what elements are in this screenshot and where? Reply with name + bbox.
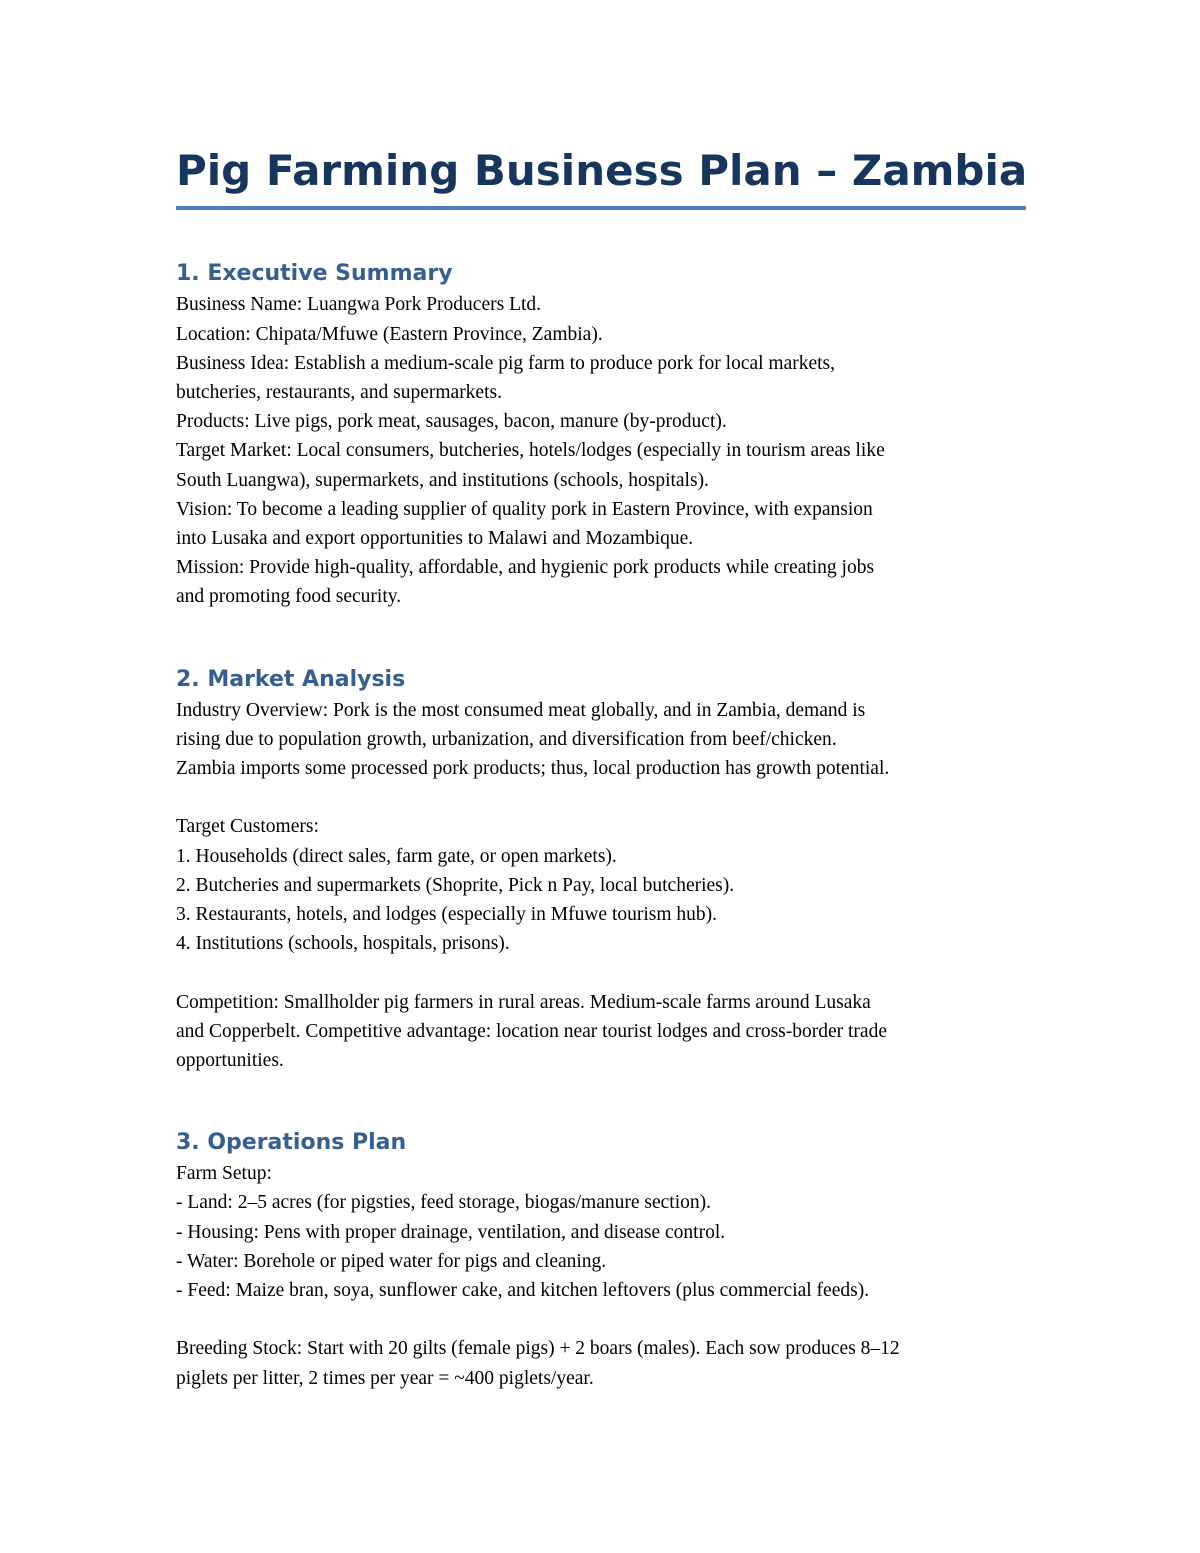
- list-item: 4. Institutions (schools, hospitals, prisons).: [176, 933, 510, 955]
- section-heading: 2. Market Analysis: [176, 666, 406, 692]
- text-line: and Copperbelt. Competitive advantage: location near tourist lodges and cross-border trade: [176, 1020, 887, 1042]
- section-heading: 1. Executive Summary: [176, 261, 453, 287]
- text-line: Industry Overview: Pork is the most consumed meat globally, and in Zambia, demand is: [176, 699, 866, 721]
- text-line: and promoting food security.: [176, 586, 402, 608]
- text-line: Business Name: Luangwa Pork Producers Ltd.: [176, 294, 542, 316]
- text-line: opportunities.: [176, 1050, 284, 1072]
- text-line: Location: Chipata/Mfuwe (Eastern Province, Zambia).: [176, 323, 603, 345]
- text-line: butcheries, restaurants, and supermarkets.: [176, 382, 502, 403]
- list-item: - Water: Borehole or piped water for pigs and cleaning.: [176, 1250, 607, 1272]
- document-body: [176, 146, 1026, 1393]
- section-executive-summary: [176, 258, 1026, 611]
- list-item: - Feed: Maize bran, soya, sunflower cake, and kitchen leftovers (plus commercial feeds).: [176, 1280, 870, 1302]
- text-line: Breeding Stock: Start with 20 gilts (female pigs) + 2 boars (males). Each sow produces 8–12: [176, 1338, 900, 1360]
- section-heading: 3. Operations Plan: [176, 1130, 407, 1156]
- list-item: 3. Restaurants, hotels, and lodges (especially in Mfuwe tourism hub).: [176, 904, 718, 926]
- paragraph-spacer: [176, 958, 1026, 987]
- paragraph-spacer: [176, 1305, 1026, 1334]
- text-line: South Luangwa), supermarkets, and institutions (schools, hospitals).: [176, 469, 709, 491]
- text-line: Competition: Smallholder pig farmers in rural areas. Medium-scale farms around Lusaka: [176, 991, 871, 1013]
- text-line: into Lusaka and export opportunities to Malawi and Mozambique.: [176, 528, 694, 550]
- text-line: Farm Setup:: [176, 1163, 272, 1185]
- list-item: 2. Butcheries and supermarkets (Shoprite, Pick n Pay, local butcheries).: [176, 874, 735, 896]
- text-line: piglets per litter, 2 times per year = ~400 piglets/year.: [176, 1367, 594, 1389]
- text-line: Zambia imports some processed pork products; thus, local production has growth potential.: [176, 758, 890, 780]
- text-line: Target Market: Local consumers, butcheries, hotels/lodges (especially in tourism areas like: [176, 440, 885, 462]
- list-item: - Housing: Pens with proper drainage, ventilation, and disease control.: [176, 1221, 726, 1243]
- text-line: Target Customers:: [176, 816, 319, 838]
- text-line: Vision: To become a leading supplier of quality pork in Eastern Province, with expansion: [176, 498, 873, 520]
- text-line: Mission: Provide high-quality, affordable, and hygienic pork products while creating jobs: [176, 557, 875, 579]
- section-operations-plan: [176, 1127, 1026, 1393]
- paragraph-spacer: [176, 783, 1026, 812]
- section-market-analysis: [176, 664, 1026, 1076]
- list-item: 1. Households (direct sales, farm gate, or open markets).: [176, 845, 617, 867]
- list-item: - Land: 2–5 acres (for pigsties, feed storage, biogas/manure section).: [176, 1192, 711, 1214]
- document-title: Pig Farming Business Plan – Zambia: [176, 146, 1026, 210]
- text-line: rising due to population growth, urbanization, and diversification from beef/chicken.: [176, 728, 837, 750]
- text-line: Business Idea: Establish a medium-scale pig farm to produce pork for local markets,: [176, 352, 836, 374]
- text-line: Products: Live pigs, pork meat, sausages, bacon, manure (by-product).: [176, 411, 727, 433]
